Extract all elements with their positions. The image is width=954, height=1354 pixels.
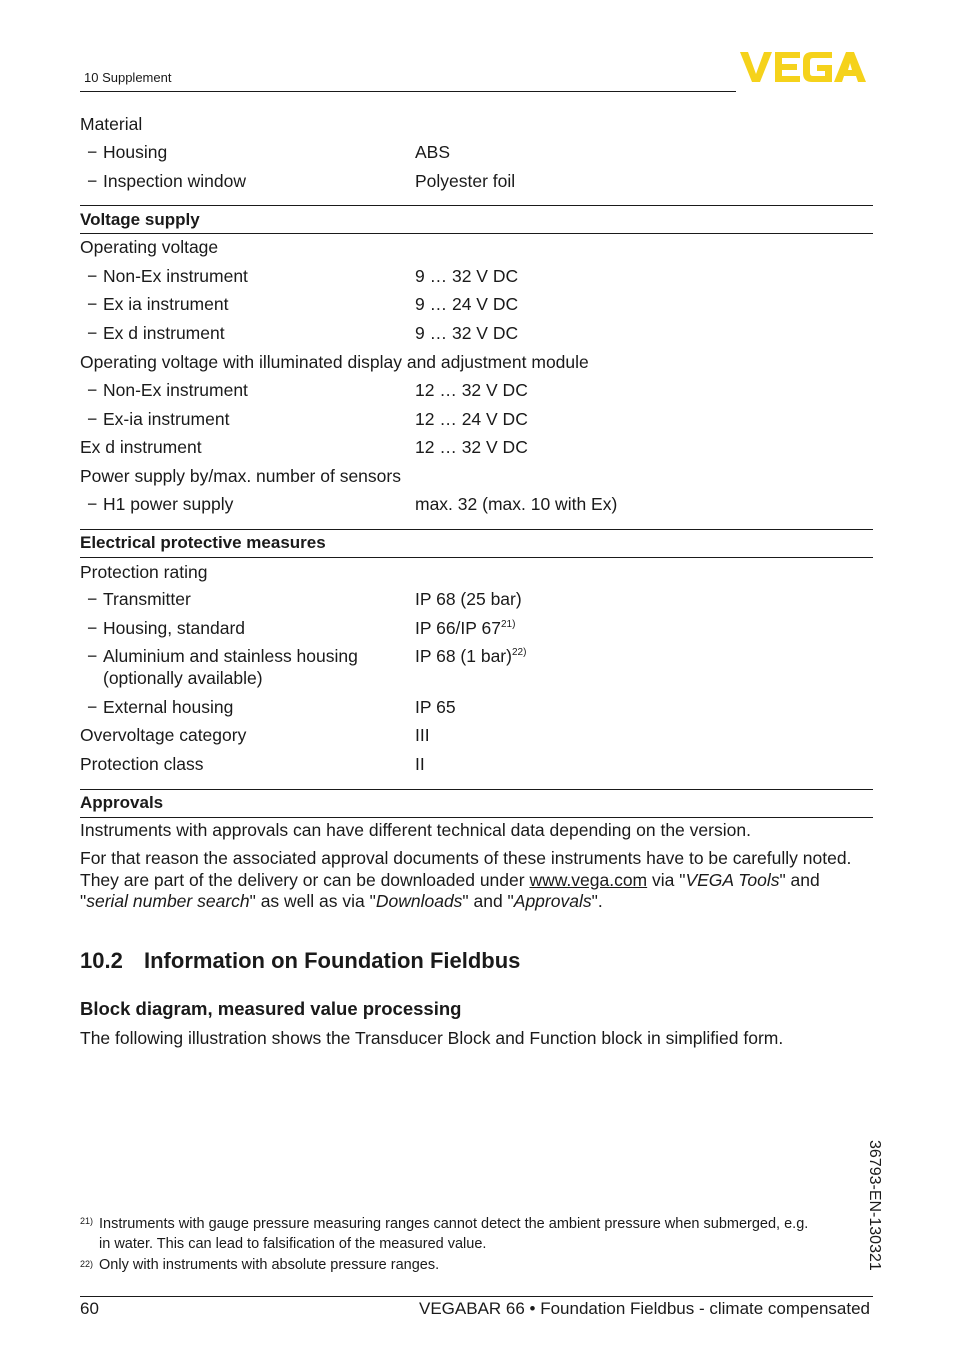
operating-voltage-display-label: Operating voltage with illuminated display and adjustment module	[80, 352, 589, 372]
ex-ia-label: Ex ia instrument	[103, 294, 229, 314]
page-number: 60	[80, 1299, 99, 1318]
alu-housing-label-1: Aluminium and stainless housing	[103, 646, 358, 666]
vega-website-link[interactable]: www.vega.com	[529, 869, 648, 890]
housing-value: ABS	[415, 142, 451, 162]
document-code: 36793-EN-130321	[866, 1140, 883, 1271]
disp-non-ex-value: 12 … 32 V DC	[415, 380, 528, 400]
dash: −	[87, 409, 98, 429]
h1-power-value: max. 32 (max. 10 with Ex)	[415, 494, 618, 514]
footer-rule	[80, 1296, 873, 1297]
dash: −	[87, 380, 98, 400]
dash: −	[87, 266, 98, 286]
external-housing-value: IP 65	[415, 697, 456, 717]
disp-ex-d-value: 12 … 32 V DC	[415, 437, 528, 457]
inspection-window-label: Inspection window	[103, 171, 246, 191]
protection-class-label: Protection class	[80, 754, 204, 774]
protection-rating-label: Protection rating	[80, 562, 208, 582]
ex-ia-value: 9 … 24 V DC	[415, 294, 519, 314]
non-ex-value: 9 … 32 V DC	[415, 266, 519, 286]
disp-ex-ia-label: Ex-ia instrument	[103, 409, 230, 429]
ex-d-value: 9 … 32 V DC	[415, 323, 519, 343]
transmitter-value: IP 68 (25 bar)	[415, 589, 522, 609]
dash: −	[87, 323, 98, 343]
document-title: VEGABAR 66 • Foundation Fieldbus - climate compensated	[418, 1299, 870, 1318]
ex-d-label: Ex d instrument	[103, 323, 225, 343]
section-rule	[80, 233, 873, 234]
transmitter-label: Transmitter	[103, 589, 191, 609]
dash: −	[87, 589, 98, 609]
section-rule	[80, 789, 873, 790]
housing-standard-value: IP 66/IP 67$^{21)}$	[415, 618, 516, 638]
section-rule	[80, 557, 873, 558]
vega-logo	[740, 50, 874, 84]
approvals-title: Approvals	[80, 793, 164, 812]
material-title: Material	[80, 114, 143, 134]
overvoltage-value: III	[415, 725, 430, 745]
footnote-ref: 22)	[511, 647, 527, 658]
alu-housing-value: IP 68 (1 bar)$^{22)}$	[415, 646, 527, 666]
approvals-paragraph-2: For that reason the associated approval documents of these instruments have to be carefully noted. They are part of the delivery or can be downloaded under www.vega.com via "VEGA Tools" and "serial number search" as well as via "Downloads" and "Approvals".	[80, 848, 852, 911]
section-rule	[80, 529, 873, 530]
housing-standard-label: Housing, standard	[103, 618, 246, 638]
electrical-title: Electrical protective measures	[80, 533, 326, 552]
dash: −	[87, 646, 98, 666]
dash: −	[87, 697, 98, 717]
section-heading: 10.2 Information on Foundation Fieldbus	[80, 948, 521, 973]
disp-non-ex-label: Non-Ex instrument	[103, 380, 248, 400]
subsection-text: The following illustration shows the Transducer Block and Function block in simplified form.	[80, 1028, 784, 1048]
footnote-ref: 21)	[500, 619, 516, 630]
non-ex-label: Non-Ex instrument	[103, 266, 248, 286]
approvals-paragraph-1: Instruments with approvals can have different technical data depending on the version.	[80, 820, 751, 840]
external-housing-label: External housing	[103, 697, 234, 717]
dash: −	[87, 294, 98, 314]
protection-class-value: II	[415, 754, 425, 774]
header-rule	[80, 91, 736, 92]
subsection-heading: Block diagram, measured value processing	[80, 998, 462, 1019]
operating-voltage-label: Operating voltage	[80, 237, 219, 257]
dash: −	[87, 171, 98, 191]
footnote-mark: 22)	[80, 1259, 94, 1269]
dash: −	[87, 618, 98, 638]
dash: −	[87, 142, 98, 162]
inspection-window-value: Polyester foil	[415, 171, 516, 191]
overvoltage-label: Overvoltage category	[80, 725, 247, 745]
section-rule	[80, 205, 873, 206]
dash: −	[87, 494, 98, 514]
voltage-supply-title: Voltage supply	[80, 210, 200, 229]
footnote-21: Instruments with gauge pressure measuring ranges cannot detect the ambient pressure when submerged, e.g. in water. This can lead to falsification of the measured value.	[99, 1216, 809, 1252]
alu-housing-label-2: (optionally available)	[103, 668, 263, 688]
power-supply-label: Power supply by/max. number of sensors	[80, 466, 401, 486]
footnote-22: Only with instruments with absolute pressure ranges.	[99, 1257, 440, 1273]
disp-ex-ia-value: 12 … 24 V DC	[415, 409, 528, 429]
running-header: 10 Supplement	[84, 70, 172, 85]
h1-power-label: H1 power supply	[103, 494, 234, 514]
footnote-mark: 21)	[80, 1216, 94, 1226]
housing-label: Housing	[103, 142, 168, 162]
disp-ex-d-label: Ex d instrument	[80, 437, 202, 457]
